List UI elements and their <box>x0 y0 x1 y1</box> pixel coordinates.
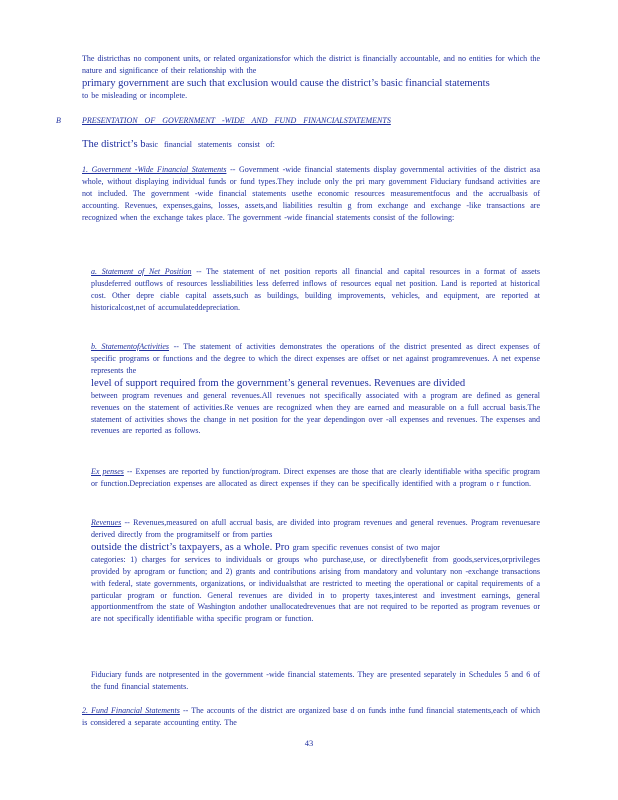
section-letter: B <box>56 116 61 125</box>
section-title: PRESENTATION OF GOVERNMENT -WIDE AND FUND FINANCIALSTATEMENTS <box>82 116 391 125</box>
soa-line-1: -- The statement of activities demonstrates the operations of the district presented as direct expenses of specific programs or functions and the degree to which the direct expenses are offset or net against programrevenues. A net expense represents the <box>91 342 541 375</box>
section-b-heading <box>56 115 536 127</box>
snp-body: -- The statement of net position reports all financial and capital resources in a format of assets plusdeferred outflows of resources lessliabilities less deferred inflows of resources equal net position. Land is reported at historical cost. Other depre ciable capital assets,such as buildings, building improvements, vehicles, and equipment, are reported at historicalcost,net of accumulateddepreciation. <box>91 267 541 312</box>
basic-statements-intro <box>82 139 482 151</box>
ffs-body: -- The accounts of the district are organized base d on funds inthe fund financial statements,each of which is considered a separate accounting entity. The <box>82 706 540 727</box>
intro-line-1: The districthas no component units, or related organizationsfor which the district is financially accountable, and no entities for which the nature and significance of their relationship with the <box>82 54 540 75</box>
revenues-paragraph <box>91 517 540 625</box>
revenues-line-2a: outside the district’s taxpayers, as a whole. Pro <box>91 541 290 553</box>
snp-heading: a. Statement of Net Position <box>91 267 192 276</box>
soa-heading: b. StatementofActivities <box>91 342 170 351</box>
gwfs-heading: 1. Government -Wide Financial Statements <box>82 165 227 174</box>
fiduciary-body: Fiduciary funds are notpresented in the government -wide financial statements. They are presented separately in Schedules 5 and 6 of the fund financial statements. <box>91 670 540 691</box>
gwfs-body: -- Government -wide financial statements display governmental activities of the district asa whole, without displaying individual funds or fund types.They include only the pri mary government Fiduciary fundsand activities are not included. The government -wide financial statements usethe economic resources measurementfocus and the accrualbasis of accounting. Revenues, expenses,gains, losses, assets,and liabilities resultin g from exchange and exchange -like transactions are recognized when the exchange takes place. The government -wide financial statements consist of the following: <box>82 165 541 222</box>
expenses-body: -- Expenses are reported by function/program. Direct expenses are those that are clearly identifiable witha specific program or function.Depreciation expenses are allocated as direct expenses if they can be specifically identified with a program o r function. <box>91 467 541 488</box>
revenues-line-2 <box>91 541 540 554</box>
expenses-paragraph <box>91 466 540 490</box>
expenses-heading: Ex penses <box>91 467 124 476</box>
consists-lead: The district’s b <box>82 139 146 150</box>
intro-line-3: to be misleading or incomplete. <box>82 90 188 100</box>
revenues-line-3: categories: 1) charges for services to individuals or groups who purchase,use, or directlybenefit from goods,services,orprivileges provided by aprogram or function; and 2) grants and contributions arising from mandatory and voluntary non -exchange transactions with federal, state governments, organizations, or individualsthat are restricted to meeting the operational or capital requirements of a particular program or function. General revenues are divided in to property taxes,interest and investment earnings, general apportionmentfrom the state of Washington andother unallocatedrevenues that are not required to be reported as program revenues or are not specifically identifiable witha specific program or function. <box>91 554 540 624</box>
ffs-heading: 2. Fund Financial Statements <box>82 706 180 715</box>
consists-rest: asic financial statements consist of: <box>145 140 275 149</box>
soa-line-3: between program revenues and general revenues.All revenues not specifically associated with a program are defined as general revenues on the statement of activities.Re venues are recognized when they are earned and measurable on a full accrual basis.The statement of activities shows the change in net position for the year dependingon over -all expenses and revenues. The expenses and revenues are reported as follows. <box>91 390 540 436</box>
paragraph-component-units <box>82 53 540 102</box>
government-wide-statements-paragraph <box>82 164 540 224</box>
statement-activities-paragraph <box>91 341 540 437</box>
revenues-heading: Revenues <box>91 518 122 527</box>
revenues-line-2b: gram specific revenues consist of two major <box>292 542 440 552</box>
soa-line-2: level of support required from the government’s general revenues. Revenues are divided <box>91 377 466 389</box>
page-number: 43 <box>304 738 314 748</box>
statement-net-position-paragraph <box>91 266 540 314</box>
fund-statements-paragraph <box>82 705 540 729</box>
revenues-line-1: -- Revenues,measured on afull accrual basis, are divided into program revenues and general revenues. Program revenuesare derived directly from the programitself or from parties <box>91 518 540 539</box>
fiduciary-paragraph <box>91 669 540 693</box>
intro-line-2: primary government are such that exclusion would cause the district’s basic financial statements <box>82 77 490 89</box>
